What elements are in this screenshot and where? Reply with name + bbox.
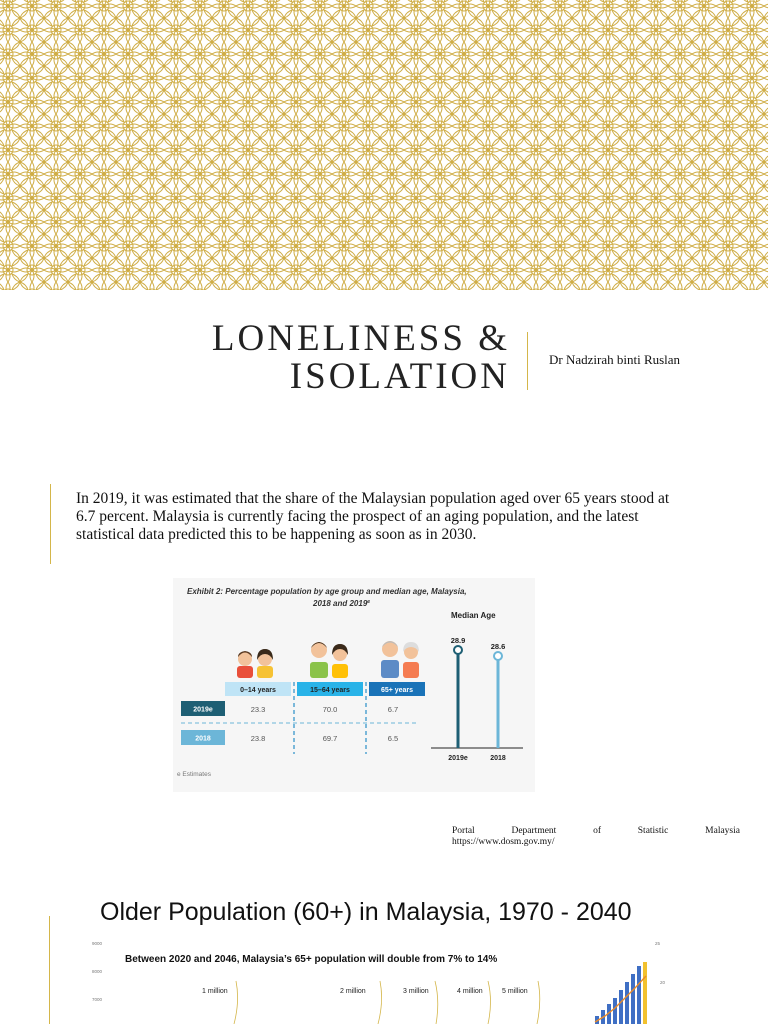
exhibit-title-line-2: 2018 and 2019 [313,599,368,608]
annotation-4-million: 4 million [457,988,483,995]
exhibit-svg [173,578,535,792]
median-bar-dot [494,652,502,660]
exhibit-footnote: e Estimates [177,771,211,778]
median-category-label: 2019e [448,755,468,762]
elderly-figures-icon [381,641,419,678]
source-word: Portal [452,826,475,836]
source-word: Statistic [637,826,669,836]
source-word: Malaysia [705,826,740,836]
title-divider [527,332,528,390]
row-label-2019: 2019e [193,706,213,714]
pop-bar [637,966,641,1024]
median-bar-dot [454,646,462,654]
y-tick-left-7000: 7000 [92,997,103,1002]
cell-2019-15-64: 70.0 [322,705,338,714]
exhibit-figure [173,578,535,792]
y-tick-right-25: 25 [655,941,661,946]
cell-2018-0-14: 23.8 [250,734,266,743]
slide-title [212,320,510,396]
older-population-chart [90,936,675,1024]
source-word: Department [511,826,557,836]
pop-bar [643,962,647,1024]
intro-paragraph: In 2019, it was estimated that the share of the Malaysian population aged over 65 years stood at 6.7 percent. Malaysia is currently facing the prospect of an aging population, and the latest statistical data predicted this to be happening as soon as in 2030. [76,490,670,543]
median-value-label: 28.6 [490,642,506,651]
col-header-15-64: 15–64 years [310,687,350,694]
exhibit-title-sup: e [367,599,371,605]
row-label-2018: 2018 [195,735,211,743]
chart-subtitle: Between 2020 and 2046, Malaysia’s 65+ population will double from 7% to 14% [125,954,498,965]
adult-figures-icon [310,642,348,678]
median-age-title: Median Age [451,611,496,620]
annotation-1-million: 1 million [202,988,228,995]
source-word: of [593,826,601,836]
accent-line-slide2 [50,484,51,564]
median-age-bars [448,636,506,762]
source-line [452,826,740,837]
children-figures-icon [237,649,273,678]
source-url[interactable]: https://www.dosm.gov.my/ [452,837,555,847]
y-tick-left-9000: 9000 [92,941,103,946]
pop-bar [613,998,617,1024]
svg-text:2018 and 2019e [312,599,370,608]
y-tick-right-20: 20 [660,980,666,985]
cell-2018-65-plus: 6.5 [387,734,399,743]
cell-2019-0-14: 23.3 [250,705,266,714]
older-population-svg [90,936,675,1024]
title-line-2: ISOLATION [289,356,510,397]
col-header-0-14: 0–14 years [240,687,276,694]
population-bars [595,962,647,1024]
older-population-title: Older Population (60+) in Malaysia, 1970 - 2040 [100,898,632,926]
annotation-2-million: 2 million [340,988,366,995]
title-line-1: LONELINESS & [211,318,510,359]
pop-bar [631,974,635,1024]
cell-2018-15-64: 69.7 [322,734,338,743]
decorative-pattern-header [0,0,768,290]
annotation-5-million: 5 million [502,988,528,995]
col-header-65-plus: 65+ years [380,687,414,694]
exhibit-title-line-1: Exhibit 2: Percentage population by age group and median age, Malaysia, [187,587,467,596]
accent-line-slide3 [49,916,50,1024]
cell-2019-65-plus: 6.7 [387,705,399,714]
author-name: Dr Nadzirah binti Ruslan [549,352,681,367]
million-annotations [202,981,540,1024]
y-tick-left-8000: 8000 [92,969,103,974]
annotation-3-million: 3 million [403,988,429,995]
median-category-label: 2018 [490,755,506,762]
pop-bar [619,990,623,1024]
source-citation [452,826,740,848]
pop-bar [625,982,629,1024]
median-value-label: 28.9 [450,636,466,645]
